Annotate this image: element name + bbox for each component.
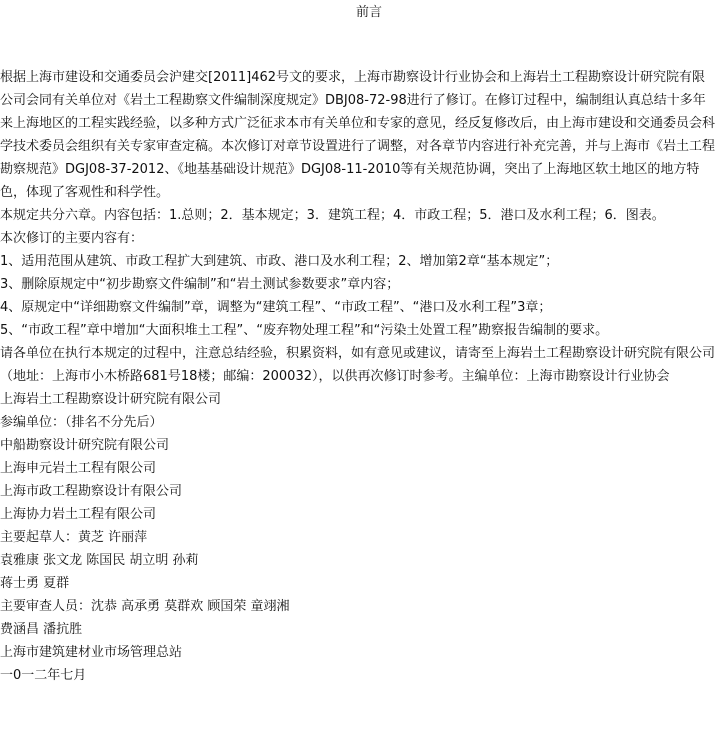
chief-editor-unit-2: 上海岩土工程勘察设计研究院有限公司 (0, 392, 222, 407)
reviewers-line: 费涵昌 潘抗胜 (0, 622, 83, 637)
paragraph-revision-intro: 本次修订的主要内容有： (0, 231, 144, 246)
revision-item-3: 3、删除原规定中“初步勘察文件编制”和“岩土测试参数要求”章内容； (0, 277, 400, 292)
revision-item-1-2: 1、适用范围从建筑、市政工程扩大到建筑、市政、港口及水利工程；2、增加第2章“基本规定”； (0, 254, 559, 269)
participating-unit: 上海申元岩土工程有限公司 (0, 461, 157, 476)
issuing-organization: 上海市建筑建材业市场管理总站 (0, 645, 183, 660)
document-title: 前言 (355, 5, 382, 20)
paragraph-revision-background: 根据上海市建设和交通委员会沪建交[2011]462号文的要求，上海市勘察设计行业协会和上海岩土工程勘察设计研究院有限公司会同有关单位对《岩土工程勘察文件编制深度规定》DBJ08-72-98进行了修订。在修订过程中，编制组认真总结十多年来上海地区的工程实践经验，以多种方式广泛征求本市有关单位和专家的意见，经反复修改后，由上海市建设和交通委员会科学技术委员会组织有关专家审查定稿。本次修订对章节设置进行了调整，对各章节内容进行补充完善，并与上海市《岩土工程勘察规范》DGJ08-37-2012、《地基基础设计规范》DGJ08-11-2010等有关规范协调，突出了上海地区软土地区的地方特色，体现了客观性和科学性。 (0, 70, 716, 200)
paragraph-chapter-overview: 本规定共分六章。内容包括：1.总则；2．基本规定；3．建筑工程；4．市政工程；5．港口及水利工程；6．图表。 (0, 208, 665, 223)
drafters-line: 袁雅康 张文龙 陈国民 胡立明 孙莉 (0, 553, 199, 568)
main-reviewers: 主要审查人员：沈恭 高承勇 莫群欢 顾国荣 童翊湘 (0, 599, 290, 614)
drafters-line: 蒋士勇 夏群 (0, 576, 70, 591)
revision-item-5: 5、“市政工程”章中增加“大面积堆土工程”、“废弃物处理工程”和“污染土处置工程”勘察报告编制的要求。 (0, 323, 609, 338)
document-date: 一0一二年七月 (0, 668, 87, 683)
participating-unit: 上海市政工程勘察设计有限公司 (0, 484, 183, 499)
paragraph-feedback-request: 请各单位在执行本规定的过程中，注意总结经验，积累资料，如有意见或建议，请寄至上海岩土工程勘察设计研究院有限公司（地址：上海市小木桥路681号18楼；邮编：200032），以供再次修订时参考。主编单位：上海市勘察设计行业协会 (0, 346, 716, 384)
document-body (0, 66, 716, 687)
main-drafters: 主要起草人：黄芝 许丽萍 (0, 530, 148, 545)
participating-unit: 上海协力岩土工程有限公司 (0, 507, 157, 522)
revision-item-4: 4、原规定中“详细勘察文件编制”章，调整为“建筑工程”、“市政工程”、“港口及水利工程”3章； (0, 300, 552, 315)
participating-units-heading: 参编单位：（排名不分先后） (0, 415, 163, 430)
participating-unit: 中船勘察设计研究院有限公司 (0, 438, 170, 453)
